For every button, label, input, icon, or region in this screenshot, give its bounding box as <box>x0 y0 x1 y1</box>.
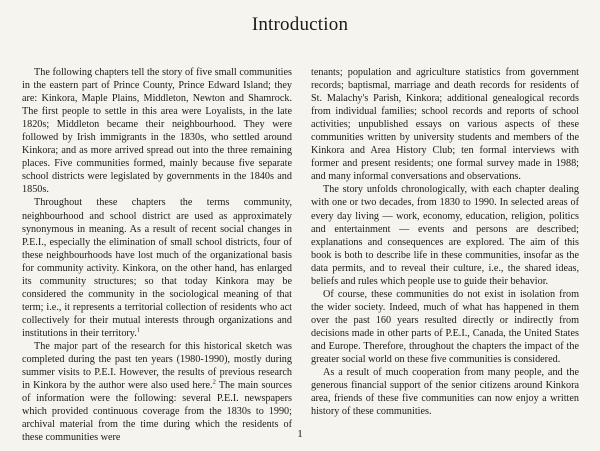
right-column <box>311 66 579 418</box>
page-number: 1 <box>297 428 303 440</box>
paragraph: The following chapters tell the story of five small communities in the eastern part of Prince County, Prince Edward Island; they are: Kinkora, Maple Plains, Middleton, Newton and Shamrock. The first people to settle in this area were Loyalists, in the late 1820s; Middleton became their neighbourhood. They were followed by Irish immigrants in the 1830s, who settled around Kinkora; and as more arrived spread out into the three remaining places. Five communities formed, mainly because five separate school districts were legislated by governments in the 1840s and 1850s. <box>22 67 292 196</box>
paragraph <box>22 196 292 340</box>
paragraph: The story unfolds chronologically, with each chapter dealing with one or two decades, from 1830 to 1990. In selected areas of every day living — work, economy, education, religion, politics and entertainment — events and persons are described; explanations and consequences are explored. The aim of this book is both to describe life in these communities, insofar as the data permits, and to reveal their culture, i.e., the shared ideas, beliefs and rules which people use to guide their behavior. <box>311 184 579 287</box>
paragraph-continued: tenants; population and agriculture statistics from government records; baptismal, marriage and death records for residents of St. Malachy's Parish, Kinkora; additional genealogical records from individual families; school records and reports of school activities; unpublished essays on various aspects of these communities written by university students and members of the Kinkora and Area History Club; ten formal interviews with former and present residents; one formal survey made in 1988; and many informal conversations and observations. <box>311 67 579 183</box>
chapter-title: Introduction <box>251 14 349 35</box>
paragraph-text: The main sources of information were the following: several P.E.I. newspapers which provided continuous coverage from the 1830s to 1990; archival material from the time during which the residents of these communities were <box>22 380 293 444</box>
paragraph-text: The major part of the research for this historical sketch was completed during the past ten years (1980-1990), mostly during summer visits to P.E.I. However, the results of previous research in Kinkora by the author were also used here. <box>22 340 292 392</box>
footnote-marker: 2 <box>212 378 216 386</box>
footnote-marker: 1 <box>136 326 141 334</box>
paragraph: As a result of much cooperation from many people, and the generous financial support of the senior citizens around Kinkora area, friends of these five communities can now enjoy a written history of these communities. <box>311 367 579 418</box>
paragraph-text: Throughout these chapters the terms community, neighbourhood and school district are used as approximately synonymous in meaning. As a result of recent social changes in P.E.I., especially the elimination of small school districts, four of these neighbourhoods have lost much of the organizational basis for community activity. Kinkora, on the other hand, has enlarged its community structures; so that today Kinkora may be considered the community in the sociological meaning of that term; i.e., it represents a territorial collection of residents who act collectively for their mutual interests through organizations and institutions in their territory. <box>22 197 292 339</box>
left-column <box>22 66 292 444</box>
paragraph: Of course, these communities do not exist in isolation from the wider society. Indeed, much of what has happened in them over the past 160 years resulted directly or indirectly from decisions made in other parts of P.E.I., Canada, the United States and Europe. Therefore, throughout the chapters the impact of the greater social world on these five communities is considered. <box>311 288 579 366</box>
